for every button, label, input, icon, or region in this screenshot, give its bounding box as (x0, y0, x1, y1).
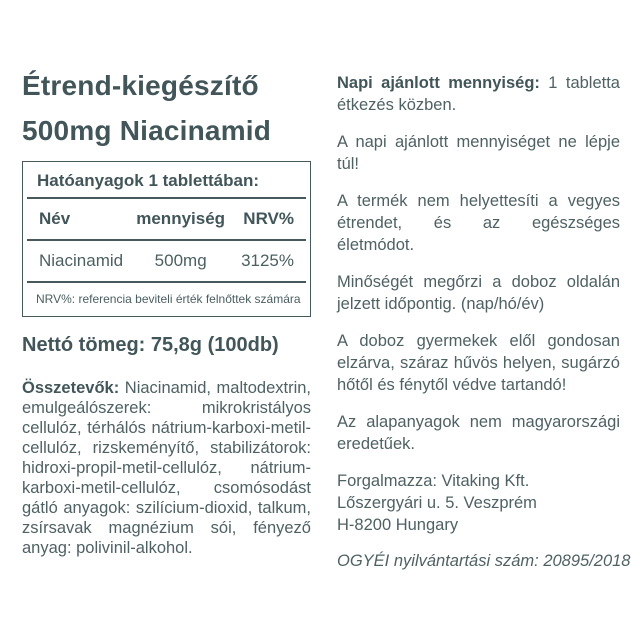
facts-column-headers (23, 199, 310, 239)
column-header-name: Név (39, 209, 71, 228)
dosage-label: Napi ajánlott mennyiség: (337, 74, 540, 92)
column-header-amount: mennyiség (136, 209, 226, 228)
distributor-block (337, 470, 620, 536)
dosage-paragraph (337, 72, 620, 116)
ingredients-paragraph (22, 378, 311, 558)
product-title-line2: 500mg Niacinamid (22, 115, 272, 146)
net-weight: Nettó tömeg: 75,8g (100db) (22, 334, 279, 356)
supplement-facts-table (22, 161, 311, 317)
distributor-line1: Forgalmazza: Vitaking Kft. (337, 472, 530, 490)
nrv-footnote: NRV%: referencia beviteli érték felnőttek számára (36, 292, 301, 306)
column-header-nrv: NRV% (243, 209, 294, 228)
warning-paragraph-2: A termék nem helyettesíti a vegyes étrendet, és az egészséges életmódot. (337, 192, 620, 254)
product-title (22, 63, 311, 153)
registration-number: OGYÉI nyilvántartási szám: 20895/2018 (337, 552, 631, 570)
left-column (22, 63, 311, 558)
warning-paragraph-1: A napi ajánlott mennyiséget ne lépje túl! (337, 133, 620, 173)
right-column (337, 72, 631, 571)
distributor-line3: H-8200 Hungary (337, 516, 459, 534)
warning-paragraph-3: Minőségét megőrzi a doboz oldalán jelzett időpontig. (nap/hó/év) (337, 273, 620, 313)
dosage-text: 1 tabletta étkezés közben. (337, 74, 620, 114)
product-title-line1: Étrend-kiegészítő (22, 70, 259, 101)
distributor-line2: Lőszergyári u. 5. Veszprém (337, 494, 537, 512)
ingredients-label: Összetevők: (22, 379, 120, 397)
warning-paragraph-5: Az alapanyagok nem magyarországi eredetűek. (337, 413, 620, 453)
ingredients-text: Niacinamid, maltodextrin, emulgeálószerek: mikrokristályos cellulóz, térhálós nátrium-karboxi-metil-cellulóz, rizskeményítő, stabilizátorok: hidroxi-propil-metil-cellulóz, nátrium-karboxi-metil-cellulóz, csomósodást gátló anyagok: szilícium-dioxid, talkum, zsírsavak magnézium sói, fényező anyag: polivinil-alkohol. (22, 379, 311, 557)
facts-row-niacinamid (23, 241, 310, 281)
fact-name: Niacinamid (39, 251, 124, 270)
fact-nrv: 3125% (241, 251, 294, 270)
warning-paragraph-4: A doboz gyermekek elől gondosan elzárva, száraz hűvös helyen, sugárzó hőtől és fénytől védve tartandó! (337, 332, 620, 394)
fact-amount: 500mg (154, 251, 207, 270)
facts-table-title: Hatóanyagok 1 tablettában: (37, 171, 259, 190)
